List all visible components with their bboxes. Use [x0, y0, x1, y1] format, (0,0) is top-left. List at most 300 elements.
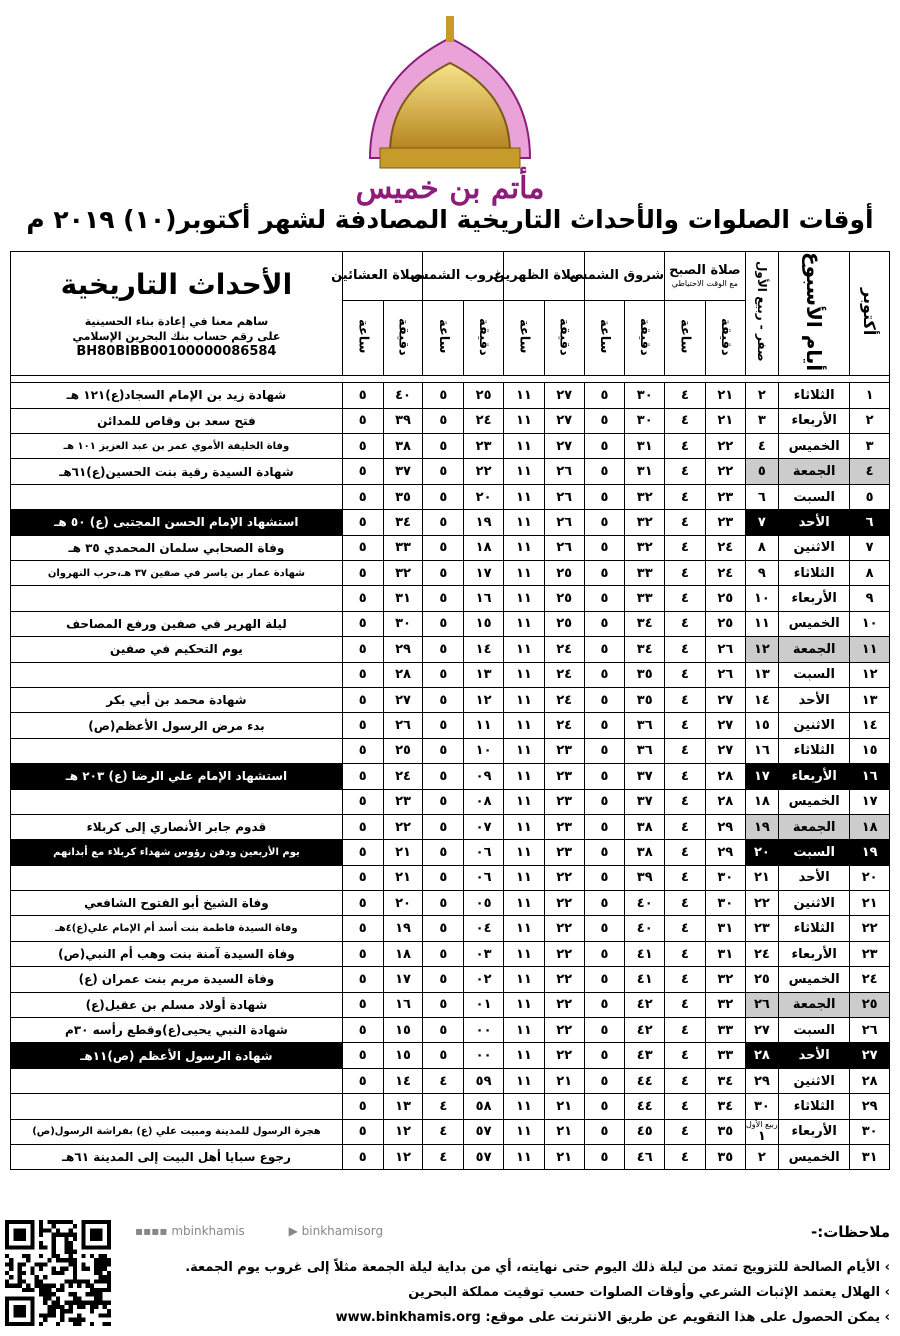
subhead-minute: دقيقة [625, 301, 665, 376]
sunrise-hour: ٥ [584, 611, 625, 636]
hijri-day: ربيع الأول ١ [745, 1119, 778, 1144]
maghrib-hour: ٥ [423, 561, 464, 586]
dhuhr-hour: ١١ [503, 1018, 544, 1043]
day-number: ٢٩ [850, 1094, 890, 1119]
isha-hour: ٥ [342, 865, 383, 890]
table-row [11, 1068, 890, 1093]
day-number: ٥ [850, 484, 890, 509]
day-number: ١٣ [850, 687, 890, 712]
day-number: ٢٦ [850, 1018, 890, 1043]
fajr-hour: ٤ [665, 484, 706, 509]
dhuhr-hour: ١١ [503, 1068, 544, 1093]
maghrib-minute: ١٦ [464, 586, 504, 611]
table-row [11, 967, 890, 992]
hijri-day: ٢٨ [745, 1043, 778, 1068]
isha-minute: ٢٩ [383, 637, 423, 662]
fajr-hour: ٤ [665, 865, 706, 890]
maghrib-minute: ١٠ [464, 738, 504, 763]
maghrib-hour: ٥ [423, 586, 464, 611]
event: بدء مرض الرسول الأعظم(ص) [11, 713, 343, 738]
weekday: الأحد [779, 1043, 850, 1068]
dhuhr-minute: ٢٦ [544, 484, 584, 509]
dhuhr-minute: ٢٧ [544, 383, 584, 408]
maghrib-minute: ٠١ [464, 992, 504, 1017]
hijri-day: ١٧ [745, 764, 778, 789]
fajr-hour: ٤ [665, 611, 706, 636]
fajr-minute: ٣٢ [705, 992, 745, 1017]
isha-hour: ٥ [342, 662, 383, 687]
social-icons: ▪▪▪▪ [135, 1224, 172, 1238]
dhuhr-minute: ٢٢ [544, 1043, 584, 1068]
maghrib-hour: ٥ [423, 459, 464, 484]
dhuhr-hour: ١١ [503, 484, 544, 509]
isha-minute: ١٤ [383, 1068, 423, 1093]
table-row [11, 586, 890, 611]
event: شهادة محمد بن أبي بكر [11, 687, 343, 712]
isha-minute: ٣٨ [383, 434, 423, 459]
event [11, 865, 343, 890]
fajr-hour: ٤ [665, 916, 706, 941]
day-number: ٣١ [850, 1145, 890, 1170]
isha-hour: ٥ [342, 891, 383, 916]
fajr-hour: ٤ [665, 434, 706, 459]
sunrise-minute: ٣٢ [625, 484, 665, 509]
col-isha: صلاة العشائين [342, 252, 423, 301]
isha-hour: ٥ [342, 764, 383, 789]
weekday: الأربعاء [779, 586, 850, 611]
hijri-day: ١٩ [745, 814, 778, 839]
dhuhr-hour: ١١ [503, 891, 544, 916]
fajr-minute: ٣٣ [705, 1018, 745, 1043]
dhuhr-minute: ٢٢ [544, 992, 584, 1017]
page-title: أوقات الصلوات والأحداث التاريخية المصادفة لشهر أكتوبر(١٠) ٢٠١٩ م [26, 205, 874, 234]
dhuhr-minute: ٢٣ [544, 814, 584, 839]
hijri-day: ٧ [745, 510, 778, 535]
maghrib-hour: ٥ [423, 383, 464, 408]
maghrib-hour: ٤ [423, 1145, 464, 1170]
maghrib-hour: ٥ [423, 814, 464, 839]
weekday: الثلاثاء [779, 916, 850, 941]
maghrib-hour: ٥ [423, 789, 464, 814]
hijri-day: ٢٣ [745, 916, 778, 941]
hijri-day: ١٠ [745, 586, 778, 611]
fajr-hour: ٤ [665, 967, 706, 992]
sunrise-minute: ٤٦ [625, 1145, 665, 1170]
dhuhr-minute: ٢١ [544, 1068, 584, 1093]
isha-hour: ٥ [342, 383, 383, 408]
sunrise-hour: ٥ [584, 484, 625, 509]
event: هجرة الرسول للمدينة ومبيت علي (ع) بفراشة الرسول(ص) [11, 1119, 343, 1144]
maghrib-hour: ٥ [423, 662, 464, 687]
event: شهادة النبي يحيى(ع)وقطع رأسه ٣٠م [11, 1018, 343, 1043]
maghrib-minute: ٠٧ [464, 814, 504, 839]
isha-hour: ٥ [342, 916, 383, 941]
weekday: الأحد [779, 865, 850, 890]
dhuhr-minute: ٢٤ [544, 687, 584, 712]
table-row [11, 1119, 890, 1144]
sunrise-hour: ٥ [584, 916, 625, 941]
fajr-minute: ٢١ [705, 383, 745, 408]
maghrib-hour: ٥ [423, 992, 464, 1017]
note-item: › يمكن الحصول على هذا التقويم عن طريق الانترنت على موقع: www.binkhamis.org [150, 1305, 890, 1330]
weekday: الخميس [779, 611, 850, 636]
col-dhuhr: صلاة الظهرين [503, 252, 584, 301]
fajr-minute: ٢٢ [705, 434, 745, 459]
isha-hour: ٥ [342, 1094, 383, 1119]
event: استشهاد الإمام علي الرضا (ع) ٢٠٣ هـ [11, 764, 343, 789]
sunrise-hour: ٥ [584, 941, 625, 966]
fajr-hour: ٤ [665, 992, 706, 1017]
col-sunrise: شروق الشمس [584, 252, 665, 301]
sunrise-hour: ٥ [584, 637, 625, 662]
day-number: ٨ [850, 561, 890, 586]
weekday: الأربعاء [779, 764, 850, 789]
fajr-minute: ٢٤ [705, 535, 745, 560]
isha-hour: ٥ [342, 738, 383, 763]
fajr-hour: ٤ [665, 561, 706, 586]
col-maghrib: غروب الشمس [423, 252, 504, 301]
isha-hour: ٥ [342, 408, 383, 433]
hijri-day: ٢ [745, 1145, 778, 1170]
hijri-day: ١٨ [745, 789, 778, 814]
dhuhr-minute: ٢٣ [544, 738, 584, 763]
table-row [11, 789, 890, 814]
sunrise-minute: ٤٤ [625, 1094, 665, 1119]
isha-hour: ٥ [342, 992, 383, 1017]
fajr-minute: ٣١ [705, 916, 745, 941]
isha-hour: ٥ [342, 561, 383, 586]
day-number: ١٤ [850, 713, 890, 738]
table-row [11, 637, 890, 662]
dhuhr-minute: ٢٣ [544, 764, 584, 789]
sunrise-hour: ٥ [584, 713, 625, 738]
maghrib-hour: ٤ [423, 1094, 464, 1119]
weekday: الخميس [779, 789, 850, 814]
maghrib-minute: ٠٥ [464, 891, 504, 916]
sunrise-minute: ٣٨ [625, 814, 665, 839]
isha-minute: ٣٣ [383, 535, 423, 560]
isha-minute: ٣٥ [383, 484, 423, 509]
isha-minute: ١٦ [383, 992, 423, 1017]
weekday: الجمعة [779, 637, 850, 662]
fajr-hour: ٤ [665, 814, 706, 839]
fajr-minute: ٢٣ [705, 484, 745, 509]
fajr-minute: ٣١ [705, 941, 745, 966]
dhuhr-minute: ٢٢ [544, 865, 584, 890]
fajr-minute: ٢٦ [705, 662, 745, 687]
sunrise-hour: ٥ [584, 687, 625, 712]
maghrib-hour: ٥ [423, 611, 464, 636]
fajr-minute: ٣٢ [705, 967, 745, 992]
fajr-minute: ٢٥ [705, 586, 745, 611]
event [11, 1068, 343, 1093]
weekday: الثلاثاء [779, 383, 850, 408]
weekday: الخميس [779, 967, 850, 992]
weekday: الاثنين [779, 1068, 850, 1093]
weekday: الخميس [779, 1145, 850, 1170]
sunrise-minute: ٤٢ [625, 1018, 665, 1043]
event: وفاة الخليفة الأموي عمر بن عبد العزيز ١٠١ هـ [11, 434, 343, 459]
maghrib-minute: ٥٩ [464, 1068, 504, 1093]
dhuhr-minute: ٢٥ [544, 586, 584, 611]
dhuhr-hour: ١١ [503, 561, 544, 586]
fajr-minute: ٢٢ [705, 459, 745, 484]
dhuhr-minute: ٢٦ [544, 510, 584, 535]
subhead-minute: دقيقة [705, 301, 745, 376]
table-row [11, 1018, 890, 1043]
fajr-minute: ٢٩ [705, 840, 745, 865]
maghrib-minute: ١٥ [464, 611, 504, 636]
isha-hour: ٥ [342, 967, 383, 992]
day-number: ١٨ [850, 814, 890, 839]
qr-code-icon[interactable] [5, 1220, 111, 1326]
maghrib-minute: ٠٤ [464, 916, 504, 941]
maghrib-minute: ٢٣ [464, 434, 504, 459]
isha-minute: ١٧ [383, 967, 423, 992]
weekday: الأربعاء [779, 1119, 850, 1144]
day-number: ١١ [850, 637, 890, 662]
hijri-day: ٢٥ [745, 967, 778, 992]
dhuhr-hour: ١١ [503, 662, 544, 687]
maghrib-minute: ٠٨ [464, 789, 504, 814]
maghrib-hour: ٥ [423, 941, 464, 966]
sunrise-hour: ٥ [584, 459, 625, 484]
weekday: السبت [779, 662, 850, 687]
hijri-day: ٤ [745, 434, 778, 459]
table-row [11, 738, 890, 763]
sunrise-hour: ٥ [584, 586, 625, 611]
isha-minute: ٣٠ [383, 611, 423, 636]
fajr-hour: ٤ [665, 662, 706, 687]
fajr-hour: ٤ [665, 586, 706, 611]
isha-hour: ٥ [342, 611, 383, 636]
hijri-day: ٢١ [745, 865, 778, 890]
dhuhr-hour: ١١ [503, 840, 544, 865]
maghrib-hour: ٥ [423, 865, 464, 890]
note-item: › الهلال يعتمد الإثبات الشرعي وأوقات الصلوات حسب توقيت مملكة البحرين [150, 1280, 890, 1305]
event: فتح سعد بن وقاص للمدائن [11, 408, 343, 433]
hijri-day: ٥ [745, 459, 778, 484]
table-row [11, 840, 890, 865]
fajr-hour: ٤ [665, 713, 706, 738]
isha-hour: ٥ [342, 434, 383, 459]
sunrise-hour: ٥ [584, 1145, 625, 1170]
fajr-minute: ٢٤ [705, 561, 745, 586]
sunrise-minute: ٣٨ [625, 840, 665, 865]
dhuhr-hour: ١١ [503, 713, 544, 738]
fajr-minute: ٢٥ [705, 611, 745, 636]
col-hijri: صفر - ربيع الأول [745, 252, 778, 376]
sunrise-hour: ٥ [584, 662, 625, 687]
hijri-day: ١٢ [745, 637, 778, 662]
dhuhr-minute: ٢١ [544, 1119, 584, 1144]
dhuhr-minute: ٢٥ [544, 611, 584, 636]
hijri-day: ٢٩ [745, 1068, 778, 1093]
sunrise-hour: ٥ [584, 1018, 625, 1043]
table-row [11, 535, 890, 560]
maghrib-hour: ٥ [423, 916, 464, 941]
table-row [11, 1094, 890, 1119]
maghrib-hour: ٥ [423, 535, 464, 560]
fajr-hour: ٤ [665, 383, 706, 408]
maghrib-minute: ٥٧ [464, 1145, 504, 1170]
event [11, 789, 343, 814]
dhuhr-hour: ١١ [503, 992, 544, 1017]
maghrib-minute: ١٢ [464, 687, 504, 712]
event [11, 738, 343, 763]
fajr-minute: ٣٥ [705, 1145, 745, 1170]
day-number: ٢٥ [850, 992, 890, 1017]
sunrise-hour: ٥ [584, 738, 625, 763]
fajr-minute: ٢٨ [705, 789, 745, 814]
event: شهادة السيدة رقية بنت الحسين(ع)٦١هـ [11, 459, 343, 484]
day-number: ١٢ [850, 662, 890, 687]
event: وفاة الشيخ أبو الفتوح الشافعي [11, 891, 343, 916]
dhuhr-hour: ١١ [503, 1094, 544, 1119]
sunrise-minute: ٤٠ [625, 916, 665, 941]
isha-minute: ١٢ [383, 1119, 423, 1144]
weekday: الأحد [779, 687, 850, 712]
table-row [11, 891, 890, 916]
maghrib-hour: ٥ [423, 840, 464, 865]
hijri-day: ١٣ [745, 662, 778, 687]
day-number: ٤ [850, 459, 890, 484]
event: يوم الأربعين ودفن رؤوس شهداء كربلاء مع أبدانهم [11, 840, 343, 865]
fajr-hour: ٤ [665, 891, 706, 916]
isha-minute: ٣٧ [383, 459, 423, 484]
hijri-day: ٢٤ [745, 941, 778, 966]
col-weekday: أيام الأسبوع [779, 252, 850, 376]
dhuhr-hour: ١١ [503, 789, 544, 814]
sunrise-minute: ٤١ [625, 967, 665, 992]
isha-hour: ٥ [342, 789, 383, 814]
event: وفاة السيدة آمنة بنت وهب أم النبي(ص) [11, 941, 343, 966]
maghrib-hour: ٥ [423, 1018, 464, 1043]
maghrib-minute: ١٣ [464, 662, 504, 687]
dhuhr-minute: ٢٣ [544, 789, 584, 814]
maghrib-minute: ٥٨ [464, 1094, 504, 1119]
isha-minute: ٢١ [383, 840, 423, 865]
day-number: ٣٠ [850, 1119, 890, 1144]
weekday: الخميس [779, 434, 850, 459]
isha-minute: ٢٠ [383, 891, 423, 916]
isha-minute: ٣١ [383, 586, 423, 611]
isha-hour: ٥ [342, 535, 383, 560]
dhuhr-hour: ١١ [503, 1043, 544, 1068]
notes-title: ملاحظات:- [810, 1223, 890, 1241]
col-october: أكتوبر [850, 252, 890, 376]
maghrib-hour: ٥ [423, 764, 464, 789]
col-events: الأحداث التاريخية ساهم معنا في إعادة بناء الحسينية على رقم حساب بنك البحرين الإسلامي BH80BIBB00100000086584 [11, 252, 343, 376]
fajr-hour: ٤ [665, 637, 706, 662]
fajr-minute: ٣٥ [705, 1119, 745, 1144]
event: وفاة الصحابي سلمان المحمدي ٣٥ هـ [11, 535, 343, 560]
sunrise-hour: ٥ [584, 789, 625, 814]
event: شهادة أولاد مسلم بن عقيل(ع) [11, 992, 343, 1017]
maghrib-hour: ٥ [423, 484, 464, 509]
maghrib-minute: ٢٢ [464, 459, 504, 484]
isha-minute: ١٢ [383, 1145, 423, 1170]
dhuhr-hour: ١١ [503, 510, 544, 535]
maghrib-hour: ٤ [423, 1068, 464, 1093]
fajr-minute: ٢١ [705, 408, 745, 433]
maghrib-minute: ٠٠ [464, 1018, 504, 1043]
fajr-hour: ٤ [665, 408, 706, 433]
fajr-hour: ٤ [665, 1119, 706, 1144]
day-number: ٢٧ [850, 1043, 890, 1068]
day-number: ١٩ [850, 840, 890, 865]
maghrib-hour: ٥ [423, 687, 464, 712]
dhuhr-hour: ١١ [503, 941, 544, 966]
hijri-day: ٨ [745, 535, 778, 560]
maghrib-minute: ٢٤ [464, 408, 504, 433]
youtube-handle: binkhamisorg [301, 1224, 384, 1238]
isha-minute: ١٥ [383, 1018, 423, 1043]
social-links[interactable] [135, 1224, 383, 1238]
event: ليلة الهرير في صفين ورفع المصاحف [11, 611, 343, 636]
isha-minute: ٣٩ [383, 408, 423, 433]
dhuhr-hour: ١١ [503, 916, 544, 941]
fajr-minute: ٣٤ [705, 1068, 745, 1093]
subhead-hour: ساعة [503, 301, 544, 376]
table-row [11, 687, 890, 712]
hijri-day: ١٥ [745, 713, 778, 738]
sunrise-hour: ٥ [584, 561, 625, 586]
isha-hour: ٥ [342, 1043, 383, 1068]
weekday: الثلاثاء [779, 738, 850, 763]
fajr-hour: ٤ [665, 1094, 706, 1119]
table-row [11, 484, 890, 509]
sunrise-minute: ٤١ [625, 941, 665, 966]
maghrib-minute: ١٤ [464, 637, 504, 662]
sunrise-hour: ٥ [584, 408, 625, 433]
hijri-day: ٦ [745, 484, 778, 509]
isha-hour: ٥ [342, 484, 383, 509]
sunrise-hour: ٥ [584, 383, 625, 408]
isha-minute: ٣٢ [383, 561, 423, 586]
table-row [11, 662, 890, 687]
dhuhr-hour: ١١ [503, 865, 544, 890]
weekday: الجمعة [779, 992, 850, 1017]
weekday: الأربعاء [779, 408, 850, 433]
event: استشهاد الإمام الحسن المجتبى (ع) ٥٠ هـ [11, 510, 343, 535]
maghrib-hour: ٥ [423, 967, 464, 992]
day-number: ٢ [850, 408, 890, 433]
isha-minute: ١٩ [383, 916, 423, 941]
weekday: الأحد [779, 510, 850, 535]
fajr-hour: ٤ [665, 687, 706, 712]
event [11, 662, 343, 687]
dhuhr-minute: ٢٢ [544, 1018, 584, 1043]
sunrise-minute: ٣٣ [625, 561, 665, 586]
sunrise-hour: ٥ [584, 1094, 625, 1119]
sunrise-hour: ٥ [584, 992, 625, 1017]
dhuhr-minute: ٢٤ [544, 662, 584, 687]
isha-minute: ٢٢ [383, 814, 423, 839]
day-number: ١٦ [850, 764, 890, 789]
event: وفاة السيدة فاطمة بنت أسد أم الإمام علي(ع)٤هـ [11, 916, 343, 941]
sunrise-minute: ٣١ [625, 459, 665, 484]
day-number: ٦ [850, 510, 890, 535]
sunrise-minute: ٣٩ [625, 865, 665, 890]
dhuhr-minute: ٢٤ [544, 713, 584, 738]
event [11, 484, 343, 509]
logo-text: مأتم بن خميس [355, 171, 545, 206]
sunrise-minute: ٣٢ [625, 510, 665, 535]
day-number: ١٥ [850, 738, 890, 763]
sunrise-hour: ٥ [584, 891, 625, 916]
day-number: ٢٤ [850, 967, 890, 992]
